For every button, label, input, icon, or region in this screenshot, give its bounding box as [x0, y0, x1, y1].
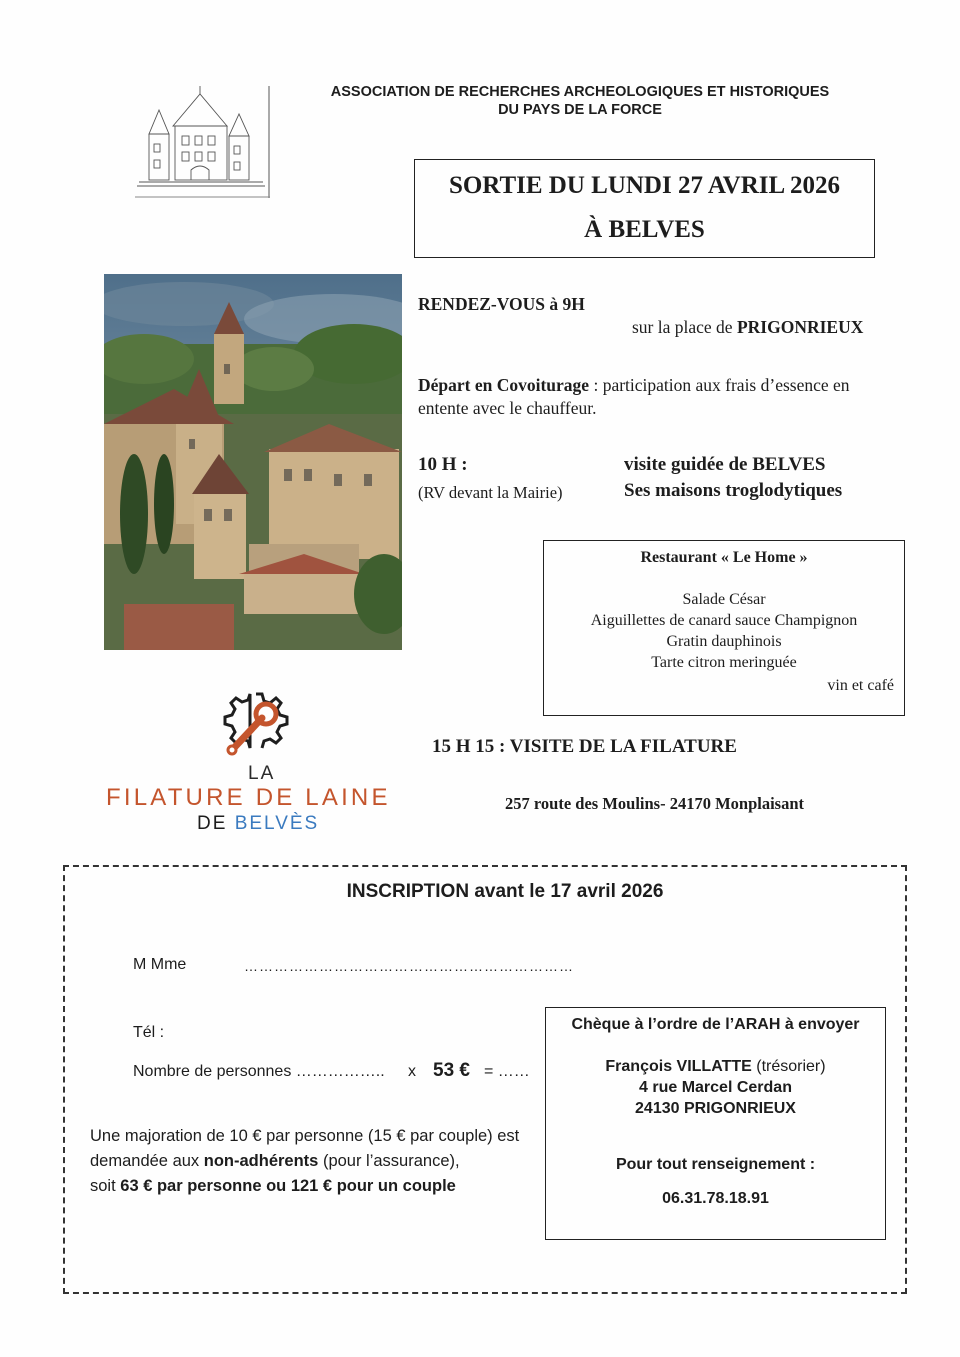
menu-dish: Salade César — [682, 591, 766, 608]
name-field[interactable]: ………………………………………………………… — [244, 958, 574, 974]
menu-dish: Aiguillettes de canard sauce Champignon — [590, 612, 858, 629]
cheque-instruction: Chèque à l’ordre de l’ARAH à envoyer — [571, 1016, 860, 1033]
treasurer-role: (trésorier) — [751, 1058, 826, 1075]
restaurant-name: Restaurant « Le Home » — [640, 549, 808, 566]
logo-filature-de-laine: FILATURE DE LAINE — [106, 784, 391, 811]
price-per-person: 53 € — [433, 1060, 470, 1081]
guided-visit-line1: visite guidée de BELVES — [624, 454, 826, 475]
castle-sketch-image — [135, 86, 270, 198]
surcharge-text: soit — [90, 1177, 121, 1195]
menu-drinks: vin et café — [827, 677, 894, 694]
filature-address: 257 route des Moulins- 24170 Monplaisant — [505, 794, 805, 813]
menu-dish: Gratin dauphinois — [666, 633, 782, 650]
surcharge-text: Une majoration de 10 € par personne (15 € par couple) est demandée aux — [90, 1127, 520, 1170]
restaurant-menu-box — [543, 540, 905, 716]
logo-de: DE — [197, 813, 235, 834]
belves-village-photo — [104, 274, 402, 650]
title-line1: SORTIE DU LUNDI 27 AVRIL 2026 — [448, 172, 841, 199]
rv-mairie: (RV devant la Mairie) — [418, 483, 563, 502]
logo-de-belves — [197, 813, 319, 835]
surcharge-amounts: 63 € par personne ou 121 € pour un couple — [120, 1177, 456, 1195]
cheque-box — [545, 1007, 886, 1240]
association-line2: DU PAYS DE LA FORCE — [498, 102, 662, 118]
title-box — [414, 159, 875, 258]
association-name — [260, 83, 900, 119]
surcharge-text: (pour l’assurance), — [318, 1152, 460, 1170]
info-label: Pour tout renseignement : — [615, 1156, 816, 1173]
treasurer-city: 24130 PRIGONRIEUX — [635, 1100, 796, 1117]
multiply-sign: x — [408, 1063, 416, 1080]
carpool-info — [418, 374, 888, 420]
place-name: PRIGONRIEUX — [736, 317, 864, 337]
logo-la: LA — [248, 763, 276, 784]
menu-dish: Tarte citron meringuée — [651, 654, 797, 671]
guided-visit-line2: Ses maisons troglodytiques — [624, 480, 843, 501]
treasurer-street: 4 rue Marcel Cerdan — [639, 1079, 792, 1096]
name-label: M Mme — [133, 956, 187, 973]
carpool-text: : participation aux frais d’essence en entente avec le chauffeur. — [418, 375, 850, 418]
registration-title: INSCRIPTION avant le 17 avril 2026 — [346, 881, 664, 902]
afternoon-visit: 15 H 15 : VISITE DE LA FILATURE — [432, 736, 737, 757]
carpool-label: Départ en Covoiturage — [418, 375, 590, 395]
info-phone[interactable]: 06.31.78.18.91 — [662, 1190, 769, 1207]
title-line2: À BELVES — [584, 216, 705, 243]
persons-field[interactable]: Nombre de personnes …………….. — [133, 1063, 385, 1080]
time-10h: 10 H : — [418, 454, 468, 475]
total-field[interactable]: = …… — [484, 1063, 530, 1080]
surcharge-non-members: non-adhérents — [203, 1152, 319, 1170]
surcharge-note — [90, 1124, 530, 1199]
logo-belves: BELVÈS — [234, 813, 320, 834]
tel-label: Tél : — [133, 1024, 165, 1041]
treasurer-name-bold: François VILLATTE — [605, 1058, 752, 1075]
rendezvous-time: RENDEZ-VOUS à 9H — [418, 294, 585, 314]
meeting-place — [632, 317, 863, 338]
treasurer-name — [546, 1058, 885, 1076]
gear-wrench-logo-icon — [214, 688, 298, 760]
association-line1: ASSOCIATION DE RECHERCHES ARCHEOLOGIQUES ET HISTORIQUES — [330, 84, 830, 100]
place-prefix: sur la place de — [632, 317, 737, 337]
